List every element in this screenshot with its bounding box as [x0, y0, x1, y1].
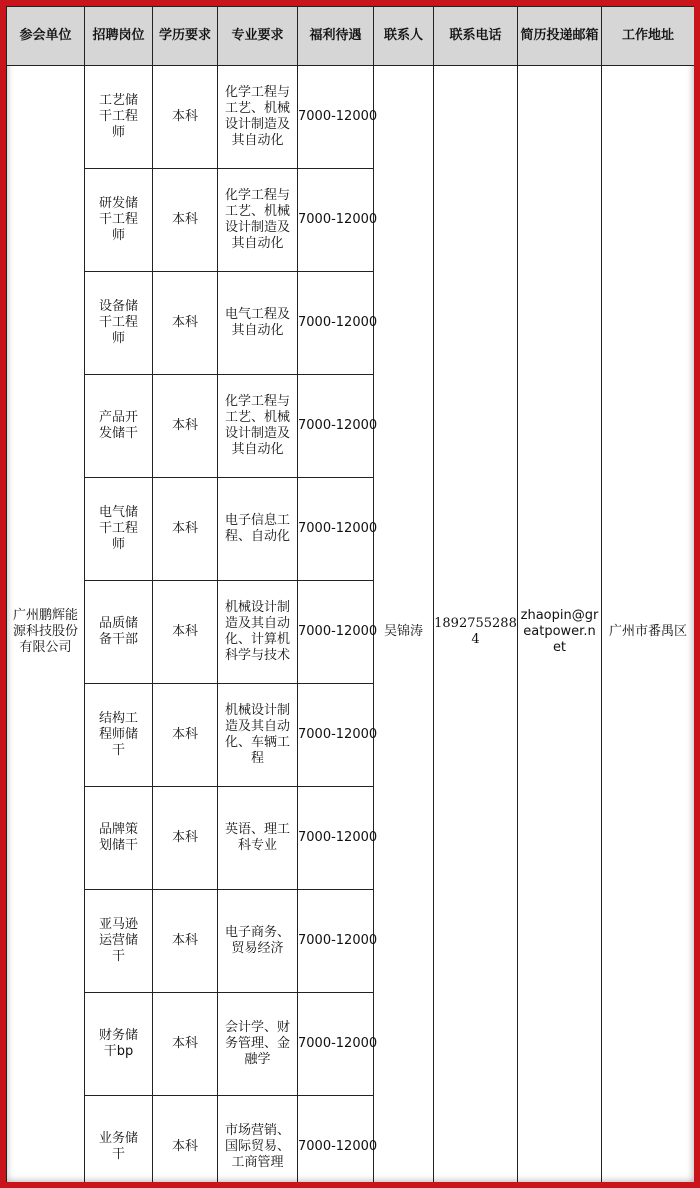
major-cell: 机械设计制造及其自动化、计算机科学与技术: [218, 581, 298, 684]
salary-cell: 7000-12000: [298, 684, 374, 787]
contact-cell: 吴锦涛: [374, 66, 434, 1183]
position-cell: 亚马逊运营储干: [85, 890, 153, 993]
education-cell: 本科: [153, 890, 218, 993]
email-cell: zhaopin@greatpower.net: [518, 66, 602, 1183]
major-cell: 电子信息工程、自动化: [218, 478, 298, 581]
position-cell: 业务储干: [85, 1096, 153, 1183]
education-cell: 本科: [153, 66, 218, 169]
education-cell: 本科: [153, 478, 218, 581]
address-cell: 广州市番禺区: [602, 66, 695, 1183]
position-cell: 工艺储干工程师: [85, 66, 153, 169]
salary-cell: 7000-12000: [298, 478, 374, 581]
education-cell: 本科: [153, 1096, 218, 1183]
salary-cell: 7000-12000: [298, 169, 374, 272]
position-cell: 研发储干工程师: [85, 169, 153, 272]
major-cell: 化学工程与工艺、机械设计制造及其自动化: [218, 169, 298, 272]
position-cell: 产品开发储干: [85, 375, 153, 478]
salary-cell: 7000-12000: [298, 272, 374, 375]
education-cell: 本科: [153, 581, 218, 684]
salary-cell: 7000-12000: [298, 375, 374, 478]
salary-cell: 7000-12000: [298, 581, 374, 684]
education-cell: 本科: [153, 684, 218, 787]
education-cell: 本科: [153, 375, 218, 478]
position-cell: 结构工程师储干: [85, 684, 153, 787]
major-cell: 市场营销、国际贸易、工商管理: [218, 1096, 298, 1183]
header-education: 学历要求: [153, 7, 218, 66]
major-cell: 英语、理工科专业: [218, 787, 298, 890]
education-cell: 本科: [153, 787, 218, 890]
header-address: 工作地址: [602, 7, 695, 66]
header-contact: 联系人: [374, 7, 434, 66]
header-company: 参会单位: [7, 7, 85, 66]
header-email: 简历投递邮箱: [518, 7, 602, 66]
header-row: [7, 7, 695, 66]
recruitment-table: [6, 6, 694, 1182]
position-cell: 电气储干工程师: [85, 478, 153, 581]
salary-cell: 7000-12000: [298, 787, 374, 890]
header-major: 专业要求: [218, 7, 298, 66]
major-cell: 电子商务、贸易经济: [218, 890, 298, 993]
major-cell: 电气工程及其自动化: [218, 272, 298, 375]
major-cell: 化学工程与工艺、机械设计制造及其自动化: [218, 375, 298, 478]
major-cell: 会计学、财务管理、金融学: [218, 993, 298, 1096]
salary-cell: 7000-12000: [298, 66, 374, 169]
education-cell: 本科: [153, 169, 218, 272]
header-salary: 福利待遇: [298, 7, 374, 66]
header-position: 招聘岗位: [85, 7, 153, 66]
major-cell: 机械设计制造及其自动化、车辆工程: [218, 684, 298, 787]
page-frame: [6, 6, 694, 1182]
position-cell: 设备储干工程师: [85, 272, 153, 375]
header-phone: 联系电话: [434, 7, 518, 66]
company-cell: 广州鹏辉能源科技股份有限公司: [7, 66, 85, 1183]
position-cell: 品牌策划储干: [85, 787, 153, 890]
phone-cell: 18927552884: [434, 66, 518, 1183]
position-cell: 财务储干bp: [85, 993, 153, 1096]
major-cell: 化学工程与工艺、机械设计制造及其自动化: [218, 66, 298, 169]
education-cell: 本科: [153, 272, 218, 375]
salary-cell: 7000-12000: [298, 890, 374, 993]
position-cell: 品质储备干部: [85, 581, 153, 684]
salary-cell: 7000-12000: [298, 993, 374, 1096]
salary-cell: 7000-12000: [298, 1096, 374, 1183]
education-cell: 本科: [153, 993, 218, 1096]
table-row: [7, 66, 695, 169]
